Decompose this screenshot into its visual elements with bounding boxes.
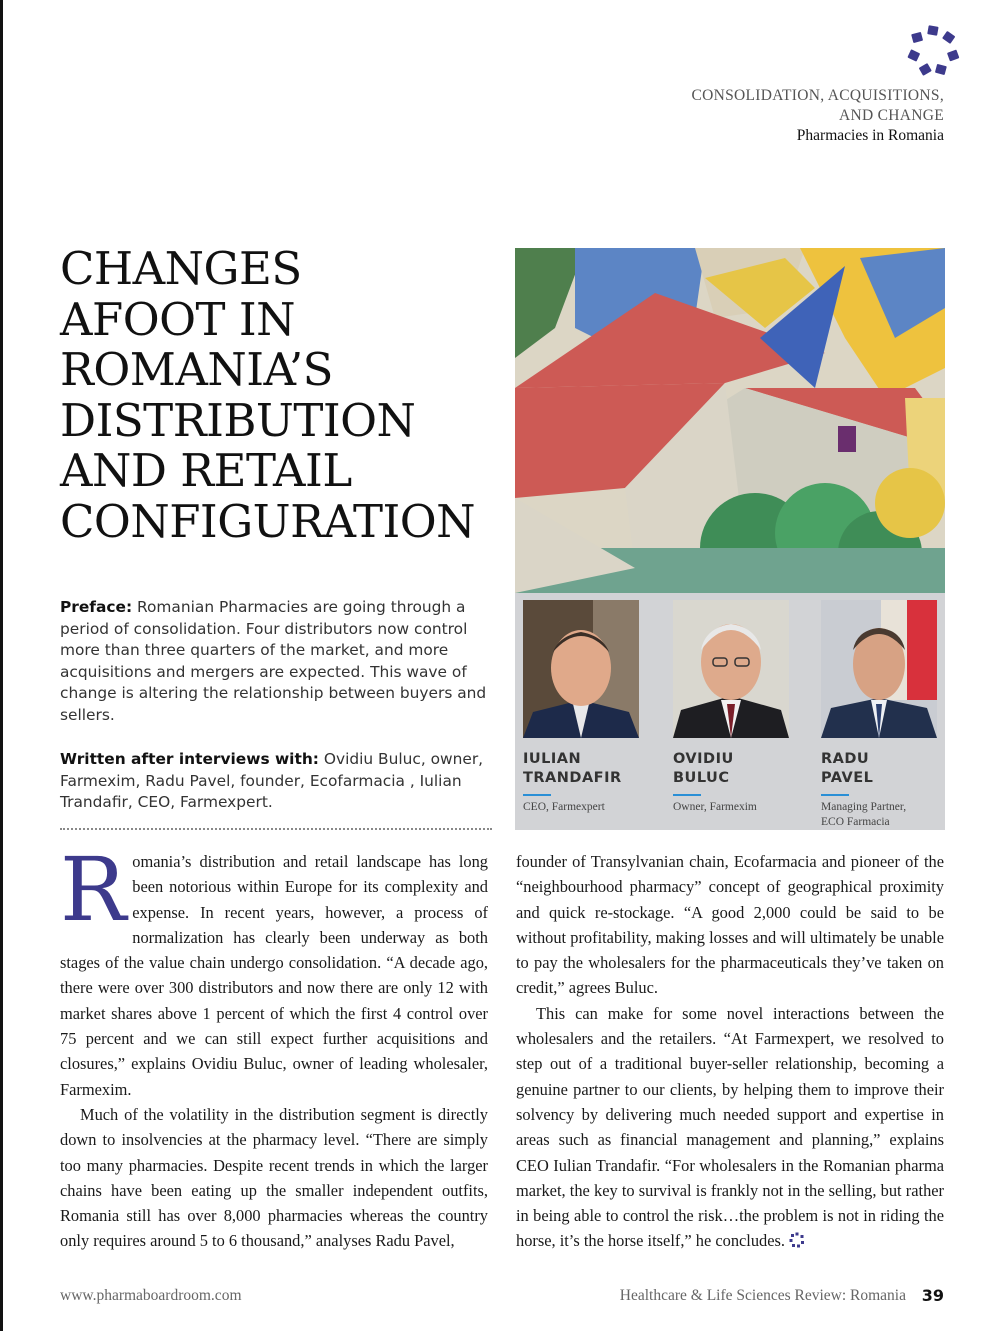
dotted-ring-logo-icon xyxy=(906,24,960,78)
section-header xyxy=(691,86,944,146)
article-paragraph xyxy=(516,1001,944,1254)
article-paragraph: Much of the volatility in the distribution segment is directly down to insolvencies at the pharmacy level. “There are simply too many pharmacies. Despite recent trends in which the larger chains have been eating up the smaller independent outfits, Romania still has over 8,000 pharmacies whereas the country only requires around 5 to 6 thousand,” analyses Radu Pavel, xyxy=(60,1104,488,1251)
person-name xyxy=(821,750,951,788)
paragraph-text: omania’s distribution and retail landscape has long been notorious within Europe for its complexity and expense. In recent years, however, a process of normalization has clearly been underway as both stages of the value chain undergo consolidation. “A decade ago, there were over 300 distributors and now there are only 12 with market shares above 1 percent of which the first 4 control over 75 percent and we can still expect further acquisitions and closures,” explains Ovidiu Buluc, owner of leading wholesaler, Farmexim. xyxy=(60,852,488,1099)
article-column-right xyxy=(516,849,944,1254)
page-number: 39 xyxy=(921,1286,944,1305)
person-role-line1: Owner, Farmexim xyxy=(673,801,757,813)
portrait-photo xyxy=(673,600,789,738)
name-underline xyxy=(821,794,849,796)
section-kicker-line2: AND CHANGE xyxy=(838,107,944,124)
paragraph-text: This can make for some novel interactions between the wholesalers and the retailers. “At Farmexpert, we resolved to step out of a traditional buyer-seller relationship, becoming a genuine partner to our clients, by helping them to improve their solvency by delivering much needed support and expertise in areas such as financial management and planning,” explains CEO Iulian Trandafir. “For wholesalers in the Romanian pharma market, the key to survival is frankly not in the selling, but rather in being able to control the risk…the problem is not in riding the horse, it’s the horse itself,” he concludes. xyxy=(516,1003,944,1251)
person-last-name: TRANDAFIR xyxy=(523,770,622,786)
headline-line: AFOOT IN xyxy=(60,292,295,346)
person-first-name: OVIDIU xyxy=(673,751,734,767)
person-last-name: PAVEL xyxy=(821,770,874,786)
person-first-name: IULIAN xyxy=(523,751,582,767)
person-role-line1: Managing Partner, xyxy=(821,801,907,813)
preface xyxy=(60,597,492,727)
article-paragraph xyxy=(60,838,488,1102)
section-subtitle: Pharmacies in Romania xyxy=(796,127,944,144)
person-role xyxy=(523,800,653,815)
painted-houses-illustration xyxy=(515,248,945,593)
headline-line: CONFIGURATION xyxy=(60,494,476,548)
portrait-photo xyxy=(821,600,937,738)
headline-line: AND RETAIL xyxy=(60,444,352,497)
interviews-note xyxy=(60,749,492,814)
article-column-left xyxy=(60,838,488,1254)
dotted-divider xyxy=(60,828,492,830)
person-role xyxy=(673,800,803,815)
person-role-line1: CEO, Farmexpert xyxy=(523,801,605,813)
footer-publication: Healthcare & Life Sciences Review: Romania xyxy=(619,1287,906,1304)
article-headline xyxy=(60,244,500,547)
person-role xyxy=(821,800,951,830)
person-first-name: RADU xyxy=(821,751,870,767)
drop-cap: R xyxy=(60,838,127,941)
section-kicker-line1: CONSOLIDATION, ACQUISITIONS, xyxy=(691,87,944,104)
person-last-name: BULUC xyxy=(673,770,730,786)
portrait-photo xyxy=(523,600,639,738)
preface-label: Preface: xyxy=(60,598,133,616)
interviews-label: Written after interviews with: xyxy=(60,750,319,768)
interviewee-panel xyxy=(515,593,945,830)
article-paragraph: founder of Transylvanian chain, Ecofarmacia and pioneer of the “neighbourhood pharmacy” concept of geographical proximity and quick re-stockage. “A good 2,000 could be said to be without profitability, making losses and will ultimately be unable to pay the wholesalers for the pharmaceuticals they’ve taken on credit,” agrees Buluc. xyxy=(516,852,944,998)
person-card xyxy=(523,600,639,815)
headline-line: ROMANIA’S xyxy=(60,343,334,396)
person-role-line2: ECO Farmacia xyxy=(821,816,890,828)
headline-line: CHANGES xyxy=(60,242,302,295)
person-name xyxy=(673,750,803,788)
interviews-text: Ovidiu Buluc, owner, Farmexim, Radu Pavel, founder, Ecofarmacia , Iulian Trandafir, CEO, Farmexpert. xyxy=(60,750,484,812)
dotted-ring-end-icon xyxy=(789,1232,805,1248)
person-card xyxy=(821,600,937,830)
name-underline xyxy=(673,794,701,796)
page-edge-rule xyxy=(0,0,3,1331)
person-card xyxy=(673,600,789,815)
headline-line: DISTRIBUTION xyxy=(60,393,416,447)
name-underline xyxy=(523,794,551,796)
preface-text: Romanian Pharmacies are going through a period of consolidation. Four distributors now control more than three quarters of the market, and more acquisitions and mergers are expected. This wave of change is altering the relationship between buyers and sellers. xyxy=(60,598,487,724)
person-name xyxy=(523,750,653,788)
footer-url: www.pharmaboardroom.com xyxy=(60,1287,242,1304)
